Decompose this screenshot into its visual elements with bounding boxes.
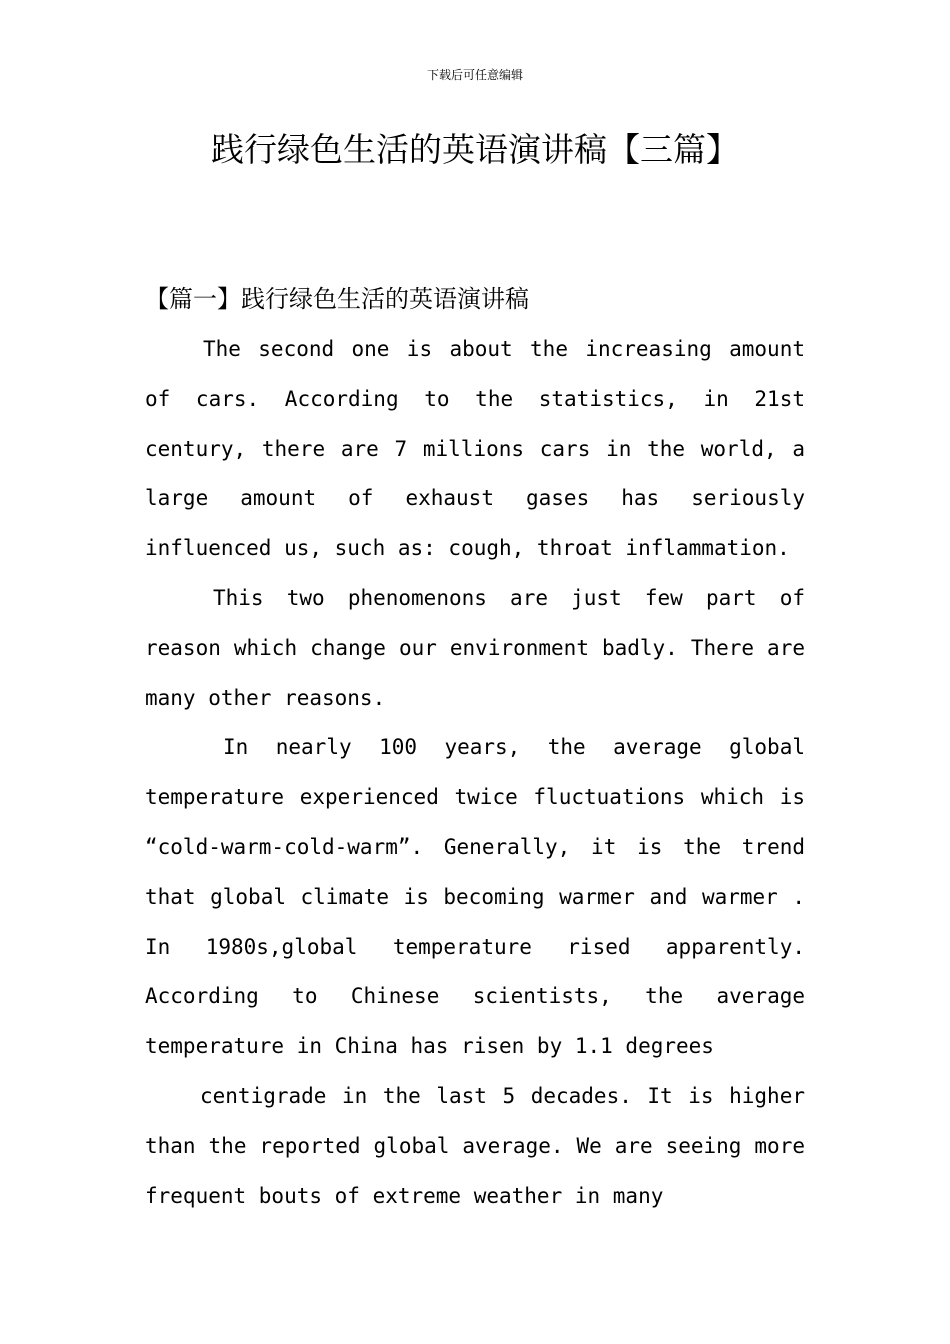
document-body xyxy=(145,325,805,1221)
paragraph: centigrade in the last 5 decades. It is higher than the reported global average. We are seeing more frequent bouts of extreme weather in many xyxy=(145,1083,805,1208)
paragraph: This two phenomenons are just few part of reason which change our environment badly. There are many other reasons. xyxy=(145,585,805,710)
document-title: 践行绿色生活的英语演讲稿【三篇】 xyxy=(211,130,739,169)
section-heading: 【篇一】践行绿色生活的英语演讲稿 xyxy=(145,285,529,313)
paragraph: The second one is about the increasing amount of cars. According to the statistics, in 21st century, there are 7 millions cars in the world, a large amount of exhaust gases has seriously influenced us, such as: cough, throat inflammation. xyxy=(145,337,805,561)
paragraph: In nearly 100 years, the average global temperature experienced twice fluctuations which is “cold-warm-cold-warm”. Generally, it is the trend that global climate is becoming warmer and warmer . In 1980s,global temperature rised apparently. According to Chinese scientists, the average temperature in China has risen by 1.1 degrees xyxy=(145,735,805,1059)
header-note: 下载后可任意编辑 xyxy=(426,68,523,82)
